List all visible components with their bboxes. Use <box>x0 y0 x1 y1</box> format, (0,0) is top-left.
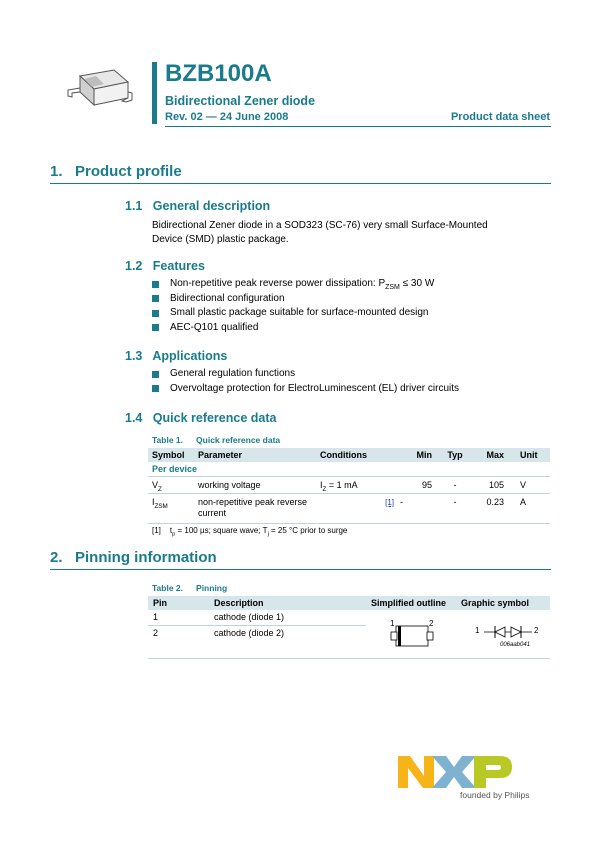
quick-reference-table <box>148 448 550 524</box>
conditions-cell <box>316 493 398 523</box>
section-1-heading: 1. Product profile <box>50 163 182 180</box>
table-row <box>148 493 550 523</box>
outline-pin-2-label: 2 <box>429 619 434 628</box>
column-header: Min <box>398 448 436 462</box>
doc-type: Product data sheet <box>450 111 550 123</box>
column-header: Graphic symbol <box>461 598 530 608</box>
unit-cell: V <box>520 480 527 490</box>
min-cell: - <box>400 496 403 507</box>
header-accent-bar <box>152 62 157 124</box>
logo-tagline: founded by Philips <box>460 790 530 800</box>
table-row <box>148 610 366 626</box>
footnote-link[interactable]: [1] <box>385 497 394 507</box>
max-cell: 0.23 <box>486 496 504 507</box>
table-header-row <box>148 448 550 462</box>
column-header: Parameter <box>194 448 316 462</box>
list-item: Bidirectional configuration <box>152 292 542 307</box>
product-subtitle: Bidirectional Zener diode <box>165 94 316 108</box>
section-2-heading: 2. Pinning information <box>50 549 217 566</box>
applications-list <box>152 367 542 396</box>
table-header-row <box>148 596 550 610</box>
applications-heading: 1.3 Applications <box>125 349 228 363</box>
list-item: AEC-Q101 qualified <box>152 321 542 336</box>
features-list <box>152 277 542 335</box>
symbol-pin-2-label: 2 <box>534 626 539 635</box>
description-cell: cathode (diode 1) <box>214 612 285 622</box>
section-2-rule <box>50 569 551 570</box>
general-description-text: Bidirectional Zener diode in a SOD323 (SC-76) very small Surface-Mounted Device (SMD) plastic package. <box>152 220 488 245</box>
parameter-cell: working voltage <box>198 480 261 490</box>
unit-cell: A <box>520 496 527 507</box>
revision-text: Rev. 02 — 24 June 2008 <box>165 111 289 123</box>
table-row <box>148 477 550 494</box>
table-1-footnote: [1] $t_p = 100$ µs; square wave; $T_j = 25$ °C prior to surge <box>152 526 348 538</box>
pin-cell: 1 <box>153 612 159 622</box>
column-header: Max <box>474 448 508 462</box>
header-divider <box>165 126 551 127</box>
group-label: Per device <box>148 462 550 477</box>
nxp-logo <box>396 754 536 804</box>
column-header: Description <box>214 598 264 608</box>
list-item: Small plastic package suitable for surface-mounted design <box>152 306 542 321</box>
list-item: Overvoltage protection for ElectroLuminescent (EL) driver circuits <box>152 382 542 397</box>
product-title: BZB100A <box>165 60 272 87</box>
column-header: Simplified outline <box>371 598 447 608</box>
quick-reference-heading: 1.4 Quick reference data <box>125 411 277 425</box>
symbol-pin-1-label: 1 <box>475 626 480 635</box>
table-2-caption: Table 2. Pinning <box>152 583 228 593</box>
typ-cell: - <box>453 496 457 507</box>
pinning-table <box>148 596 550 659</box>
symbol-code: 006aab041 <box>500 642 531 648</box>
graphic-symbol-drawing <box>475 622 539 652</box>
table-row <box>148 626 366 641</box>
symbol-cell: $V_Z$ <box>152 480 162 493</box>
parameter-cell: non-repetitive peak reverse current <box>198 496 308 518</box>
min-cell: 95 <box>421 480 432 490</box>
package-image <box>58 62 138 122</box>
description-cell: cathode (diode 2) <box>214 628 285 638</box>
list-item: General regulation functions <box>152 367 542 382</box>
conditions-cell: $I_Z = 1$ mA <box>320 480 358 493</box>
table-1-caption: Table 1. Quick reference data <box>152 435 281 445</box>
list-item: Non-repetitive peak reverse power dissipation: $P_{ZSM} \le 30$ W <box>152 277 542 292</box>
column-header: Pin <box>153 598 168 608</box>
table-group-row <box>148 462 550 477</box>
general-description-heading: 1.1 General description <box>125 199 271 213</box>
features-heading: 1.2 Features <box>125 259 205 273</box>
pin-cell: 2 <box>153 628 159 638</box>
column-header: Unit <box>508 448 550 462</box>
column-header: Conditions <box>316 448 398 462</box>
outline-pin-1-label: 1 <box>390 619 395 628</box>
typ-cell: - <box>453 480 457 490</box>
nxp-logo-mark <box>396 754 514 790</box>
section-1-rule <box>50 183 551 184</box>
simplified-outline-drawing <box>386 620 438 650</box>
column-header: Symbol <box>148 448 194 462</box>
column-header: Typ <box>436 448 474 462</box>
max-cell: 105 <box>488 480 504 490</box>
symbol-cell: $I_{ZSM}$ <box>152 496 168 510</box>
